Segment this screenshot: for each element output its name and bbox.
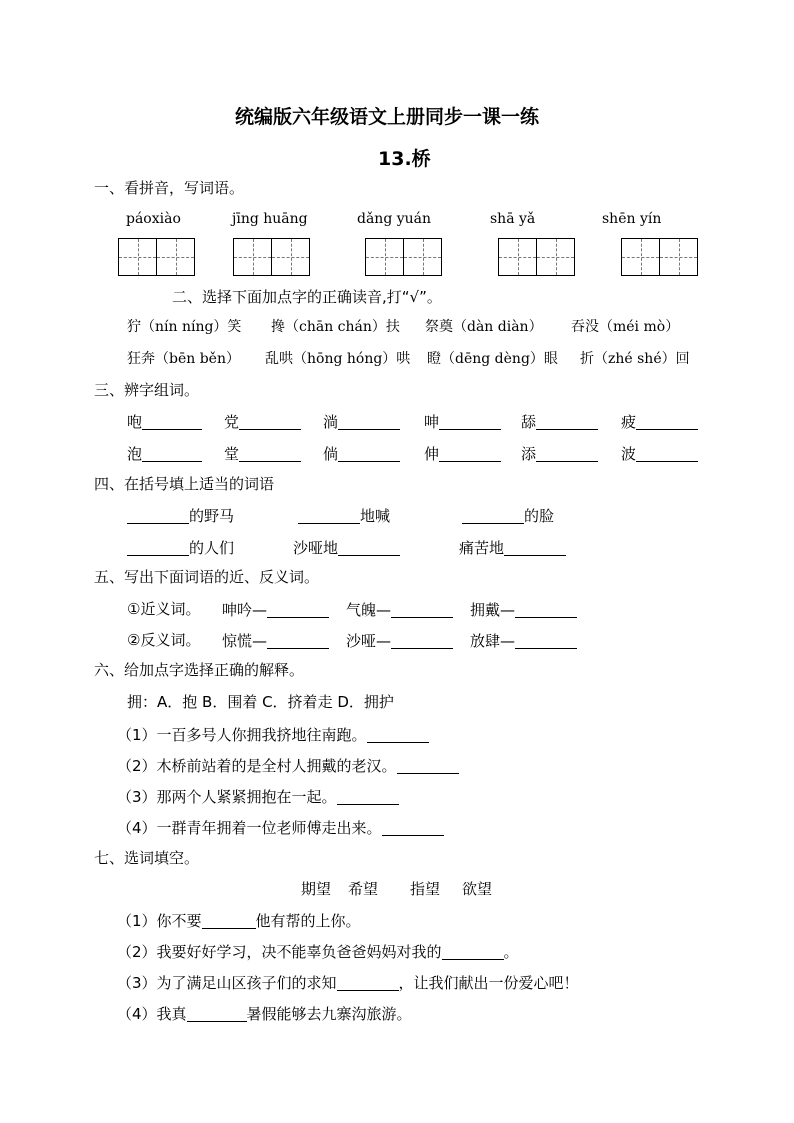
word-choice: 指望	[410, 880, 441, 898]
reading-item: 瞪（dēng dèng）眼	[427, 351, 558, 367]
synonym-label: ①近义词。	[127, 600, 201, 618]
answer-blank[interactable]	[267, 633, 329, 649]
answer-blank[interactable]	[636, 446, 698, 462]
word-item: 堂	[224, 446, 301, 462]
question-item: （4）一群青年拥着一位老师傅走出来。	[117, 820, 444, 836]
fill-sentence: （2）我要好好学习，决不能辜负爸爸妈妈对我的 。	[117, 943, 519, 961]
pinyin-5: shēn yín	[602, 211, 662, 227]
word-choice: 欲望	[462, 880, 493, 898]
question-item: （3）那两个人紧紧拥抱在一起。	[117, 789, 399, 805]
answer-blank[interactable]	[142, 414, 202, 430]
word-item: 泡	[127, 446, 202, 462]
reading-item: 折（zhé shé）回	[580, 351, 690, 367]
answer-blank[interactable]	[267, 602, 329, 618]
answer-blank[interactable]	[636, 414, 698, 430]
section-7-heading: 七、选词填空。	[94, 849, 200, 867]
pinyin-2: jīng huāng	[232, 211, 308, 227]
answer-blank[interactable]	[127, 540, 189, 556]
synonym-item: 呻吟—	[222, 602, 329, 618]
reading-item: 乱哄（hōng hóng）哄	[265, 351, 411, 367]
answer-blank[interactable]	[187, 1006, 247, 1022]
word-item: 呻	[424, 414, 501, 430]
word-item: 倘	[323, 446, 400, 462]
answer-blank[interactable]	[536, 446, 598, 462]
fill-sentence: （4）我真 暑假能够去九寨沟旅游。	[117, 1005, 412, 1023]
fill-item: 的脸	[462, 508, 554, 524]
writing-grid-5[interactable]	[621, 238, 698, 276]
answer-blank[interactable]	[298, 508, 360, 524]
answer-blank[interactable]	[515, 602, 577, 618]
word-choice: 期望	[301, 880, 332, 898]
answer-blank[interactable]	[338, 540, 400, 556]
section-5-heading: 五、写出下面词语的近、反义词。	[94, 568, 320, 586]
question-item: （2）木桥前站着的是全村人拥戴的老汉。	[117, 758, 459, 774]
definition-options: 拥：A．抱 B．围着 C．挤着走 D．拥护	[127, 693, 394, 711]
fill-item: 的人们	[127, 540, 234, 556]
answer-blank[interactable]	[338, 446, 400, 462]
reading-item: 祭奠（dàn diàn）	[425, 319, 543, 335]
section-6-heading: 六、给加点字选择正确的解释。	[94, 661, 305, 679]
fill-item: 痛苦地	[459, 540, 566, 556]
word-item: 淌	[323, 414, 400, 430]
fill-item: 沙哑地	[293, 540, 400, 556]
fill-item: 地喊	[298, 508, 390, 524]
answer-blank[interactable]	[439, 446, 501, 462]
answer-blank[interactable]	[397, 758, 459, 774]
pinyin-3: dǎng yuán	[357, 211, 432, 227]
answer-blank[interactable]	[142, 446, 202, 462]
answer-blank[interactable]	[127, 508, 189, 524]
word-item: 波	[621, 446, 698, 462]
word-item: 舔	[521, 414, 598, 430]
question-item: （1）一百多号人你拥我挤地往南跑。	[117, 727, 429, 743]
answer-blank[interactable]	[391, 602, 453, 618]
answer-blank[interactable]	[391, 633, 453, 649]
answer-blank[interactable]	[439, 414, 501, 430]
writing-grid-3[interactable]	[365, 238, 442, 276]
synonym-item: 气魄—	[346, 602, 453, 618]
answer-blank[interactable]	[442, 944, 504, 960]
answer-blank[interactable]	[515, 633, 577, 649]
section-3-heading: 三、辨字组词。	[94, 381, 200, 399]
pinyin-4: shā yǎ	[490, 211, 536, 227]
fill-sentence: （3）为了满足山区孩子们的求知 ，让我们献出一份爱心吧！	[117, 974, 579, 992]
antonym-label: ②反义词。	[127, 631, 201, 649]
section-2-heading: 二、选择下面加点字的正确读音,打“√”。	[172, 288, 442, 306]
reading-item: 吞没（méi mò）	[571, 319, 680, 335]
answer-blank[interactable]	[337, 789, 399, 805]
answer-blank[interactable]	[462, 508, 524, 524]
word-item: 添	[521, 446, 598, 462]
word-item: 疲	[621, 414, 698, 430]
answer-blank[interactable]	[338, 414, 400, 430]
writing-grid-2[interactable]	[233, 238, 310, 276]
writing-grid-1[interactable]	[118, 238, 195, 276]
antonym-item: 惊慌—	[222, 633, 329, 649]
answer-blank[interactable]	[382, 820, 444, 836]
section-1-heading: 一、看拼音，写词语。	[94, 179, 245, 197]
word-item: 伸	[424, 446, 501, 462]
section-4-heading: 四、在括号填上适当的词语	[94, 475, 275, 493]
word-item: 党	[224, 414, 301, 430]
writing-grid-4[interactable]	[498, 238, 575, 276]
answer-blank[interactable]	[202, 913, 256, 929]
word-item: 咆	[127, 414, 202, 430]
lesson-title: 13.桥	[378, 148, 431, 170]
reading-item: 狂奔（bēn běn）	[127, 351, 240, 367]
fill-item: 的野马	[127, 508, 234, 524]
reading-item: 搀（chān chán）扶	[271, 319, 400, 335]
fill-sentence: （1）你不要 他有帮的上你。	[117, 912, 361, 930]
antonym-item: 放肆—	[470, 633, 577, 649]
answer-blank[interactable]	[536, 414, 598, 430]
answer-blank[interactable]	[367, 727, 429, 743]
page-title: 统编版六年级语文上册同步一课一练	[235, 106, 540, 128]
word-choice: 希望	[348, 880, 379, 898]
antonym-item: 沙哑—	[346, 633, 453, 649]
synonym-item: 拥戴—	[470, 602, 577, 618]
pinyin-1: páoxiào	[126, 211, 181, 227]
answer-blank[interactable]	[337, 975, 399, 991]
answer-blank[interactable]	[239, 414, 301, 430]
reading-item: 狞（nín níng）笑	[127, 319, 242, 335]
answer-blank[interactable]	[239, 446, 301, 462]
answer-blank[interactable]	[504, 540, 566, 556]
